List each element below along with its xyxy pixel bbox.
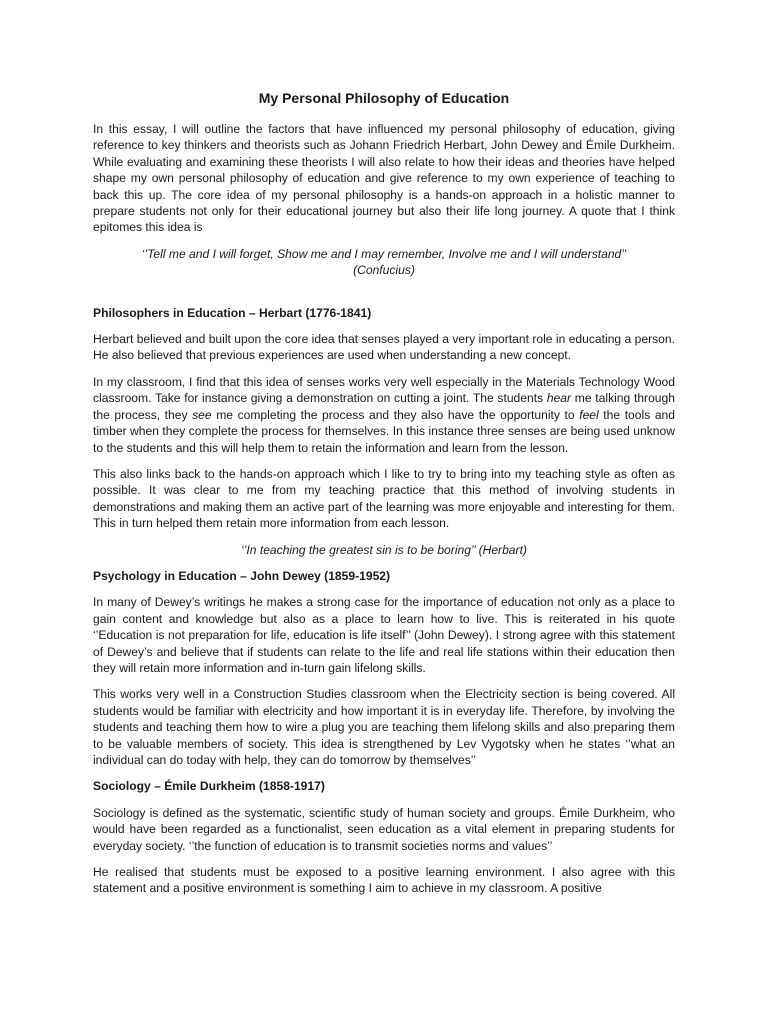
confucius-quote-text: ‘’Tell me and I will forget, Show me and I may remember, Involve me and I will understand’’ — [141, 246, 627, 261]
section-heading-durkheim: Sociology – Émile Durkheim (1858-1917) — [93, 779, 325, 794]
herbart-p2-emphasis-hear: hear — [546, 391, 572, 406]
section-heading-herbart: Philosophers in Education – Herbart (1776-1841) — [93, 305, 372, 320]
herbart-paragraph-1: Herbart believed and built upon the core idea that senses played a very important role in educating a person. He also believed that previous experiences are used when understanding a new concept. — [93, 332, 675, 363]
herbart-p2-part-b: me talking through the process, they — [93, 391, 675, 422]
herbart-p2-part-d: the tools and timber when they complete the process for themselves. In this instance three senses are being used unknow to the students and this will help them to retain the information and learn from the lesson. — [93, 407, 675, 455]
confucius-quote-source: (Confucius) — [353, 263, 415, 278]
durkheim-paragraph-1: Sociology is defined as the systematic, scientific study of human society and groups. Émile Durkheim, who would have been regarded as a functionalist, seen education as a vital element in preparing students for everyday society. ‘’the function of education is to transmit societies norms and values’’ — [93, 805, 675, 853]
herbart-p2-emphasis-see: see — [192, 407, 212, 422]
durkheim-paragraph-2: He realised that students must be exposed to a positive learning environment. I also agree with this statement and a positive environment is something I aim to achieve in my classroom. A positive — [93, 865, 675, 896]
document-title: My Personal Philosophy of Education — [258, 90, 510, 106]
section-heading-dewey: Psychology in Education – John Dewey (1859-1952) — [93, 568, 391, 583]
dewey-paragraph-2: This works very well in a Construction Studies classroom when the Electricity section is being covered. All students would be familiar with electricity and how important it is in everyday life. Therefore, by involving the students and teaching them how to wire a plug you are teaching them lifelong skills and also preparing them to be valuable members of society. This idea is strengthened by Lev Vygotsky when he states ‘’what an individual can do today with help, they can do tomorrow by themselves’’ — [93, 687, 675, 767]
herbart-paragraph-3: This also links back to the hands-on approach which I like to try to bring into my teaching style as often as possible. It was clear to me from my teaching practice that this method of involving students in demonstrations and making them an active part of the learning was more enjoyable and interesting for them. This in turn helped them retain more information from each lesson. — [93, 466, 675, 531]
herbart-paragraph-2 — [93, 374, 675, 456]
dewey-paragraph-1: In many of Dewey’s writings he makes a strong case for the importance of education not only as a place to gain content and knowledge but also as a place to learn how to live. This is reiterated in his quote ‘’Education is not preparation for life, education is life itself’’ (John Dewey). I strong agree with this statement of Dewey’s and believe that if students can relate to the life and real life stations within their education then they will retain more information and in-turn gain lifelong skills. — [93, 595, 675, 675]
intro-paragraph: In this essay, I will outline the factors that have influenced my personal philosophy of education, giving reference to key thinkers and theorists such as Johann Friedrich Herbart, John Dewey and Émile Durkheim. While evaluating and examining these theorists I will also relate to how their ideas and theories have helped shape my own personal philosophy of education and give reference to my own experience of teaching to back this up. The core idea of my personal philosophy is a hands-on approach in a holistic manner to prepare students not only for their educational journey but also their life long journey. A quote that I think epitomes this idea is — [93, 122, 675, 235]
document-page — [93, 88, 675, 907]
herbart-p2-emphasis-feel: feel — [579, 407, 599, 422]
herbart-quote: ‘’In teaching the greatest sin is to be boring’’ (Herbart) — [241, 542, 527, 557]
herbart-p2-part-c: me completing the process and they also have the opportunity to — [211, 407, 580, 422]
herbart-p2-part-a: In my classroom, I find that this idea of senses works very well especially in the Materials Technology Wood classroom. Take for instance giving a demonstration on cutting a joint. The students — [93, 374, 675, 406]
confucius-quote — [93, 246, 675, 279]
